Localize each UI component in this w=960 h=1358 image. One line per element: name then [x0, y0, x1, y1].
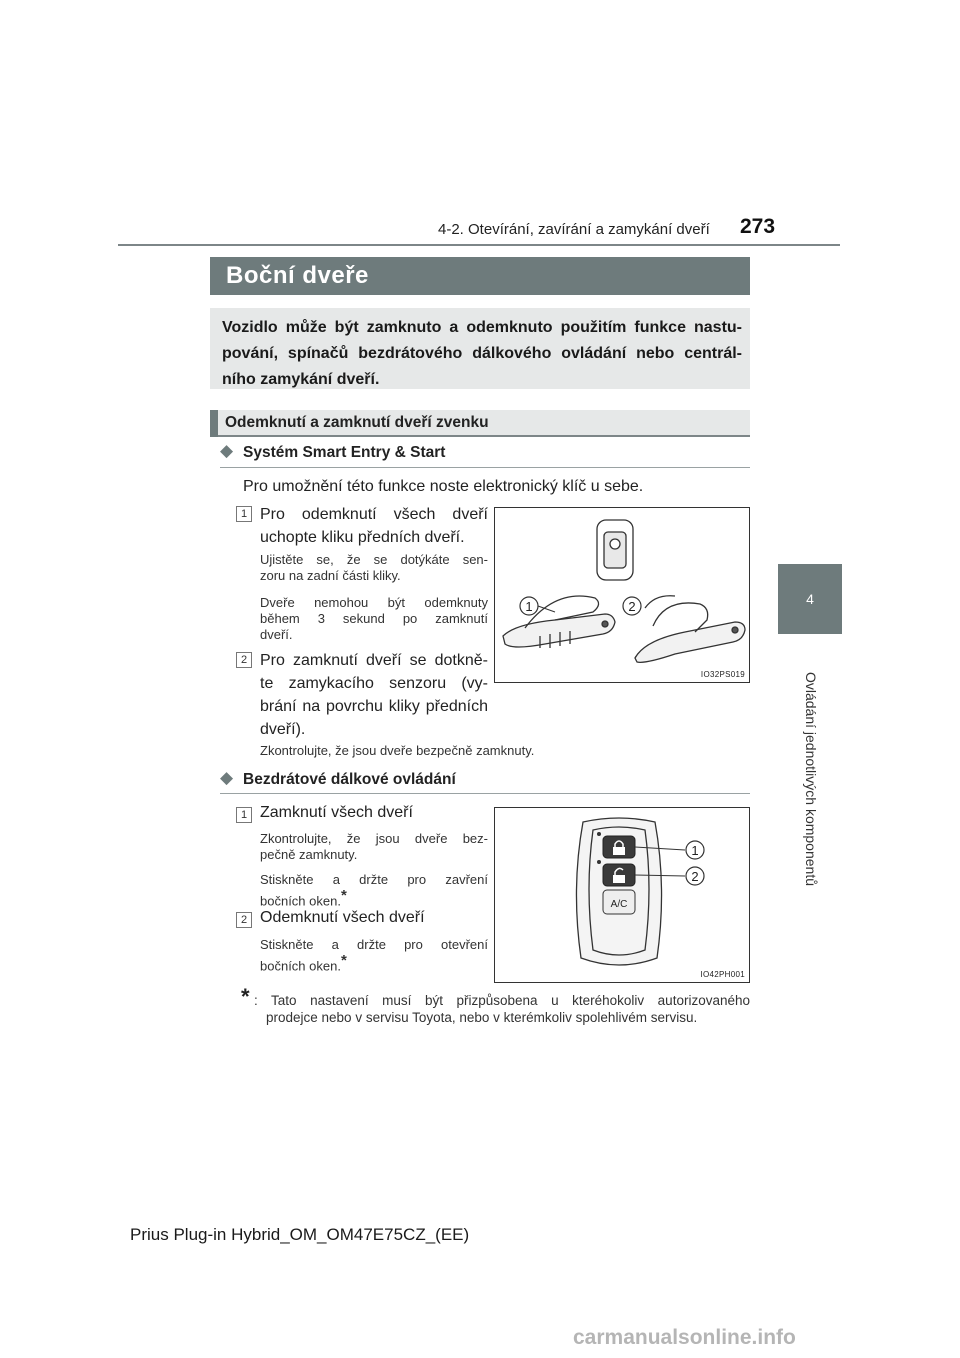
door-handle-figure	[494, 507, 750, 683]
callout-1-icon	[520, 597, 555, 615]
figure-code: IO42PH001	[700, 970, 745, 979]
remote-key-illustration	[495, 808, 749, 982]
smart-entry-heading: Systém Smart Entry & Start	[243, 444, 446, 461]
item-number-badge: 1	[236, 506, 252, 522]
smart-entry-item1-text: Pro odemknutí všech dveří uchopte kliku předních dveří.	[260, 506, 488, 546]
intro-text: Vozidlo může být zamknuto a odemknuto použitím funkce nastu- pování, spínačů bezdrátového dálkového ovládání nebo centrál- ního zamykání dveří.	[222, 319, 742, 388]
smart-entry-rule	[220, 467, 750, 468]
section-header: 4-2. Otevírání, zavírání a zamykání dveří	[438, 221, 710, 238]
chapter-tab-label: Ovládání jednotlivých komponentů	[803, 671, 819, 887]
diamond-icon: ◆	[220, 768, 234, 787]
item-number-badge: 1	[236, 807, 252, 823]
footnote-text: : Tato nastavení musí být přizpůsobena u kteréhokoliv autorizovaného prodejce nebo v servisu Toyota, nebo v kterémkoliv spolehlivém servisu.	[254, 993, 750, 1025]
page-title: Boční dveře	[226, 262, 369, 289]
remote-item1-note2: Stiskněte a držte pro zavření bočních oken.*	[260, 872, 488, 909]
smart-entry-intro: Pro umožnění této funkce noste elektronický klíč u sebe.	[243, 478, 644, 495]
smart-entry-item1-note2: Dveře nemohou být odemknuty během 3 sekund po zamknutí dveří.	[260, 595, 488, 642]
chapter-tab-number: 4	[778, 564, 842, 634]
item-number-badge: 2	[236, 912, 252, 928]
smart-entry-item1-note1: Ujistěte se, že se dotýkáte sen- zoru na zadní části kliky.	[260, 552, 488, 583]
smart-entry-item2-text: Pro zamknutí dveří se dotkně- te zamykacího senzoru (vy- brání na povrchu kliky předních dveří).	[260, 652, 488, 738]
remote-key-figure	[494, 807, 750, 983]
figure-code: IO32PS019	[700, 670, 745, 679]
svg-text:1: 1	[691, 843, 699, 858]
page-number: 273	[740, 215, 776, 238]
lock-button	[603, 836, 635, 858]
subsection-accent	[210, 410, 218, 437]
footer-doc-id: Prius Plug-in Hybrid_OM_OM47E75CZ_(EE)	[130, 1225, 470, 1244]
header-divider	[118, 244, 840, 246]
item-number-badge: 2	[236, 652, 252, 668]
watermark: carmanualsonline.info	[573, 1326, 796, 1349]
subsection-title: Odemknutí a zamknutí dveří zvenku	[225, 414, 489, 431]
callout-2-icon	[623, 597, 641, 615]
svg-text:2: 2	[628, 599, 636, 614]
smart-key-icon	[597, 520, 633, 580]
svg-text:1: 1	[525, 599, 533, 614]
remote-item1-text: Zamknutí všech dveří	[260, 804, 413, 821]
door-handle-illustration	[495, 508, 749, 682]
remote-item2-note: Stiskněte a držte pro otevření bočních oken.*	[260, 937, 488, 974]
remote-rule	[220, 793, 750, 794]
unlock-button	[603, 864, 635, 886]
svg-text:A/C: A/C	[610, 899, 628, 910]
remote-item2-text: Odemknutí všech dveří	[260, 909, 425, 926]
callout-2-icon	[686, 867, 704, 885]
smart-entry-item2-note: Zkontrolujte, že jsou dveře bezpečně zamknuty.	[260, 743, 535, 758]
remote-item1-note1: Zkontrolujte, že jsou dveře bez- pečně zamknuty.	[260, 831, 488, 862]
remote-heading: Bezdrátové dálkové ovládání	[243, 771, 456, 788]
footnote-mark: *	[241, 984, 250, 1009]
ac-button	[603, 890, 635, 914]
callout-1-icon	[686, 841, 704, 859]
svg-text:2: 2	[691, 869, 699, 884]
right-door-handle	[635, 596, 745, 663]
diamond-icon: ◆	[220, 441, 234, 460]
